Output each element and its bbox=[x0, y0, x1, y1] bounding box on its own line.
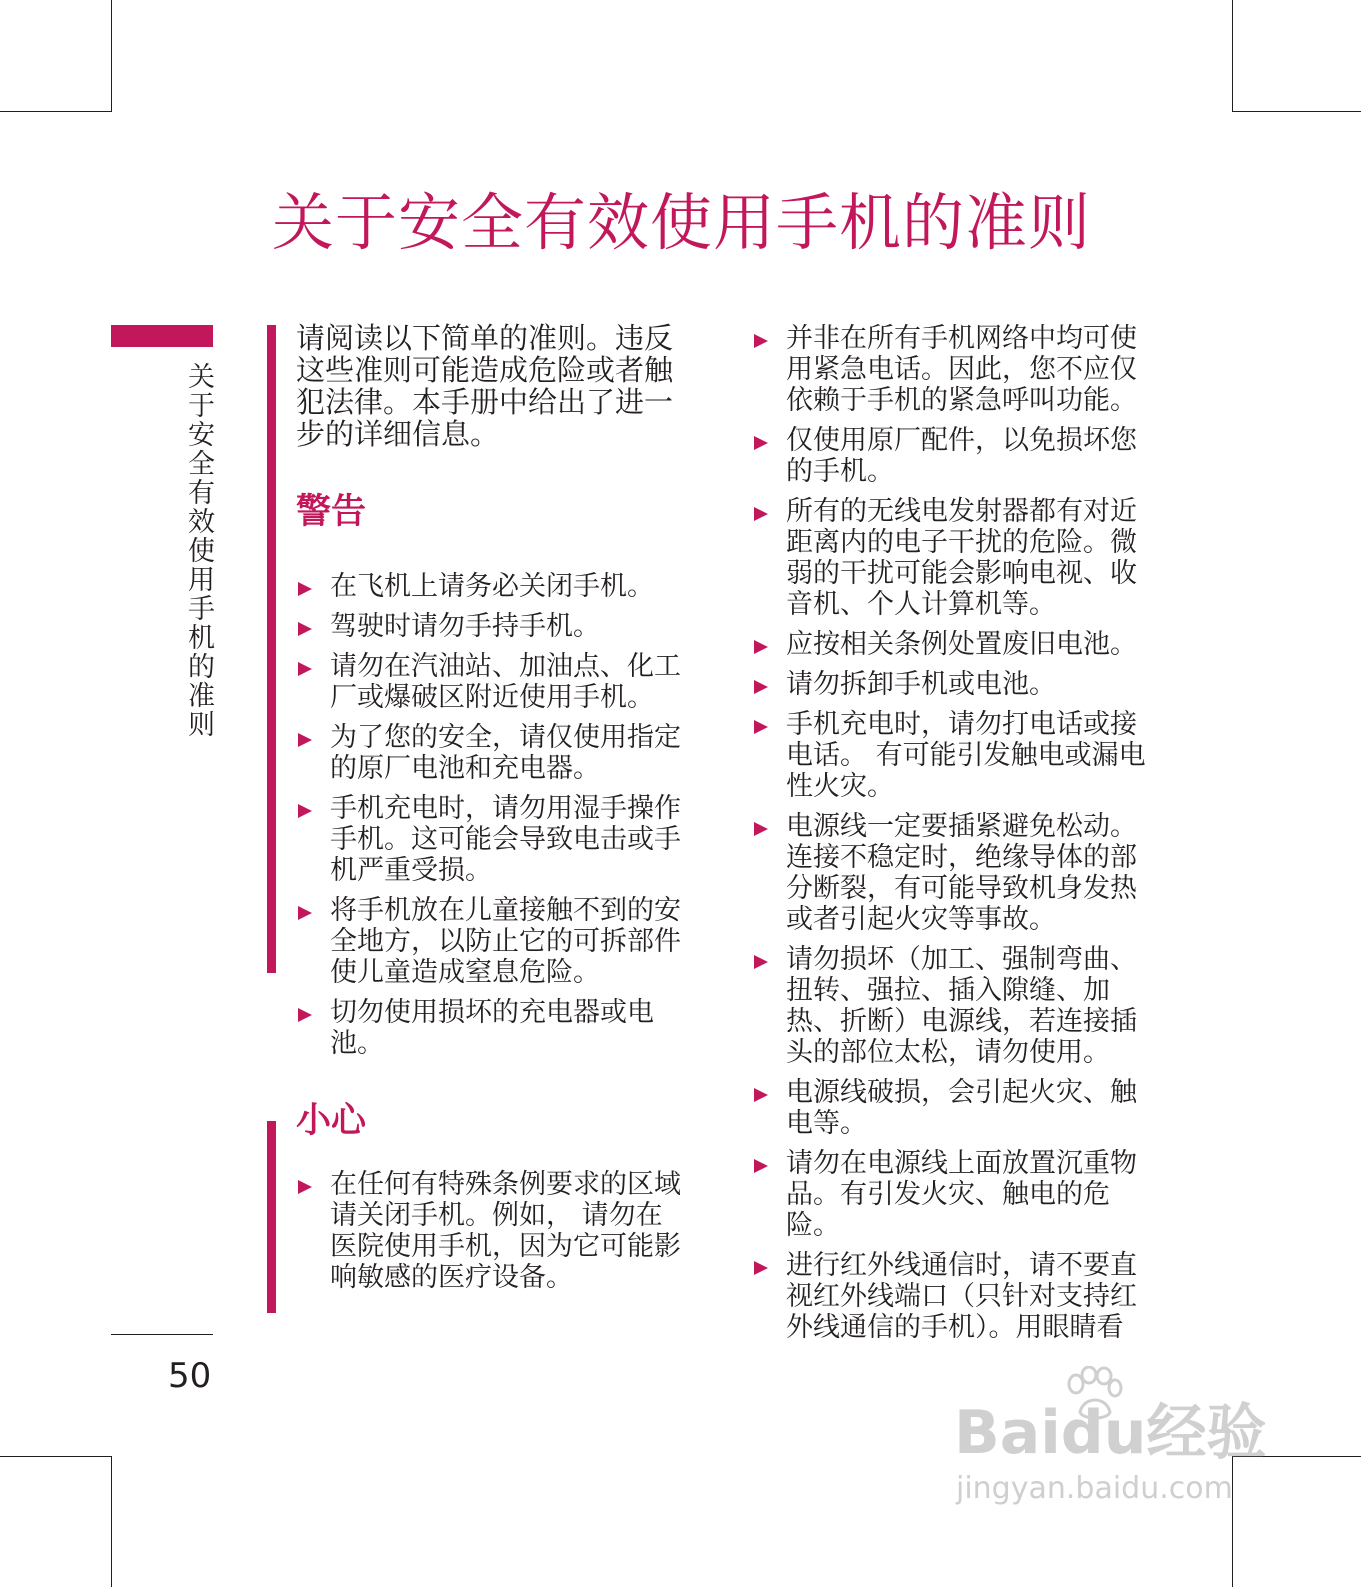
list-item-text: 请勿损坏（加工、强制弯曲、扭转、强拉、插入隙缝、加热、折断）电源线，若连接插头的部位太松，请勿使用。 bbox=[786, 944, 1137, 1068]
list-item bbox=[752, 1077, 1147, 1139]
list-item bbox=[752, 944, 1147, 1068]
triangle-bullet-icon bbox=[298, 582, 312, 596]
triangle-bullet-icon bbox=[298, 733, 312, 747]
triangle-bullet-icon bbox=[754, 1261, 768, 1275]
right-column bbox=[752, 323, 1147, 1352]
list-item-text: 所有的无线电发射器都有对近距离内的电子干扰的危险。微弱的干扰可能会影响电视、收音机、个人计算机等。 bbox=[786, 496, 1137, 620]
caution-list bbox=[296, 1169, 686, 1293]
list-item bbox=[296, 651, 686, 713]
watermark-url: jingyan.baidu.com bbox=[956, 1471, 1233, 1506]
list-item bbox=[752, 425, 1147, 487]
list-item bbox=[296, 793, 686, 886]
page-number-rule bbox=[111, 1334, 213, 1335]
list-item-text: 并非在所有手机网络中均可使用紧急电话。因此，您不应仅依赖于手机的紧急呼叫功能。 bbox=[786, 323, 1137, 416]
list-item bbox=[752, 709, 1147, 802]
triangle-bullet-icon bbox=[754, 640, 768, 654]
intro-paragraph: 请阅读以下简单的准则。违反这些准则可能造成危险或者触犯法律。本手册中给出了进一步的详细信息。 bbox=[296, 321, 674, 451]
list-item-text: 手机充电时，请勿用湿手操作手机。这可能会导致电击或手机严重受损。 bbox=[330, 793, 681, 886]
list-item bbox=[752, 323, 1147, 416]
warning-list bbox=[296, 571, 686, 1059]
list-item-text: 应按相关条例处置废旧电池。 bbox=[786, 629, 1137, 660]
list-item bbox=[752, 1148, 1147, 1241]
crop-mark-bottom-left-h bbox=[0, 1456, 112, 1457]
triangle-bullet-icon bbox=[754, 1088, 768, 1102]
list-item-text: 请勿在汽油站、加油点、化工厂或爆破区附近使用手机。 bbox=[330, 651, 681, 713]
list-item bbox=[752, 669, 1147, 700]
list-item bbox=[296, 895, 686, 988]
list-item bbox=[752, 629, 1147, 660]
side-running-title: 关于安全有效使用手机的准则 bbox=[183, 362, 214, 739]
list-item-text: 请勿拆卸手机或电池。 bbox=[786, 669, 1056, 700]
triangle-bullet-icon bbox=[298, 906, 312, 920]
caution-heading: 小心 bbox=[296, 1100, 367, 1141]
triangle-bullet-icon bbox=[298, 1008, 312, 1022]
list-item-text: 进行红外线通信时，请不要直视红外线端口（只针对支持红外线通信的手机）。用眼睛看 bbox=[786, 1250, 1137, 1343]
triangle-bullet-icon bbox=[298, 804, 312, 818]
crop-mark-top-right-v bbox=[1232, 0, 1233, 112]
triangle-bullet-icon bbox=[754, 436, 768, 450]
list-item-text: 驾驶时请勿手持手机。 bbox=[330, 611, 600, 642]
crop-mark-top-left-h bbox=[0, 111, 112, 112]
crop-mark-top-left-v bbox=[111, 0, 112, 112]
list-item bbox=[296, 997, 686, 1059]
warning-accent-bar bbox=[267, 325, 276, 973]
list-item-text: 为了您的安全，请仅使用指定的原厂电池和充电器。 bbox=[330, 722, 681, 784]
crop-mark-top-right-h bbox=[1232, 111, 1361, 112]
list-item-text: 将手机放在儿童接触不到的安全地方，以防止它的可拆部件使儿童造成窒息危险。 bbox=[330, 895, 681, 988]
triangle-bullet-icon bbox=[754, 822, 768, 836]
triangle-bullet-icon bbox=[754, 1159, 768, 1173]
watermark-logo-text: Baidu经验 bbox=[954, 1398, 1267, 1468]
triangle-bullet-icon bbox=[298, 662, 312, 676]
list-item bbox=[296, 611, 686, 642]
list-item-text: 仅使用原厂配件，以免损坏您的手机。 bbox=[786, 425, 1137, 487]
list-item bbox=[752, 1250, 1147, 1343]
left-column bbox=[296, 322, 686, 1302]
triangle-bullet-icon bbox=[298, 622, 312, 636]
crop-mark-bottom-left-v bbox=[111, 1456, 112, 1587]
triangle-bullet-icon bbox=[754, 955, 768, 969]
side-accent-bar bbox=[111, 325, 213, 347]
list-item bbox=[752, 496, 1147, 620]
list-item-text: 电源线一定要插紧避免松动。连接不稳定时，绝缘导体的部分断裂，有可能导致机身发热或者引起火灾等事故。 bbox=[786, 811, 1137, 935]
right-list bbox=[752, 323, 1147, 1343]
warning-heading: 警告 bbox=[296, 491, 367, 532]
list-item-text: 手机充电时，请勿打电话或接电话。 有可能引发触电或漏电性火灾。 bbox=[786, 709, 1146, 802]
list-item-text: 请勿在电源线上面放置沉重物品。有引发火灾、触电的危险。 bbox=[786, 1148, 1137, 1241]
list-item-text: 切勿使用损坏的充电器或电池。 bbox=[330, 997, 654, 1059]
page-number: 50 bbox=[168, 1356, 212, 1396]
list-item bbox=[752, 811, 1147, 935]
triangle-bullet-icon bbox=[754, 334, 768, 348]
baidu-watermark bbox=[954, 1366, 1274, 1516]
triangle-bullet-icon bbox=[298, 1180, 312, 1194]
triangle-bullet-icon bbox=[754, 507, 768, 521]
list-item-text: 在任何有特殊条例要求的区域请关闭手机。例如， 请勿在医院使用手机，因为它可能影响敏感的医疗设备。 bbox=[330, 1169, 681, 1293]
page-title: 关于安全有效使用手机的准则 bbox=[272, 186, 1092, 259]
caution-accent-bar bbox=[267, 1121, 276, 1313]
list-item-text: 在飞机上请务必关闭手机。 bbox=[330, 571, 654, 602]
list-item bbox=[296, 571, 686, 602]
triangle-bullet-icon bbox=[754, 680, 768, 694]
triangle-bullet-icon bbox=[754, 720, 768, 734]
list-item bbox=[296, 1169, 686, 1293]
list-item-text: 电源线破损，会引起火灾、触电等。 bbox=[786, 1077, 1137, 1139]
list-item bbox=[296, 722, 686, 784]
